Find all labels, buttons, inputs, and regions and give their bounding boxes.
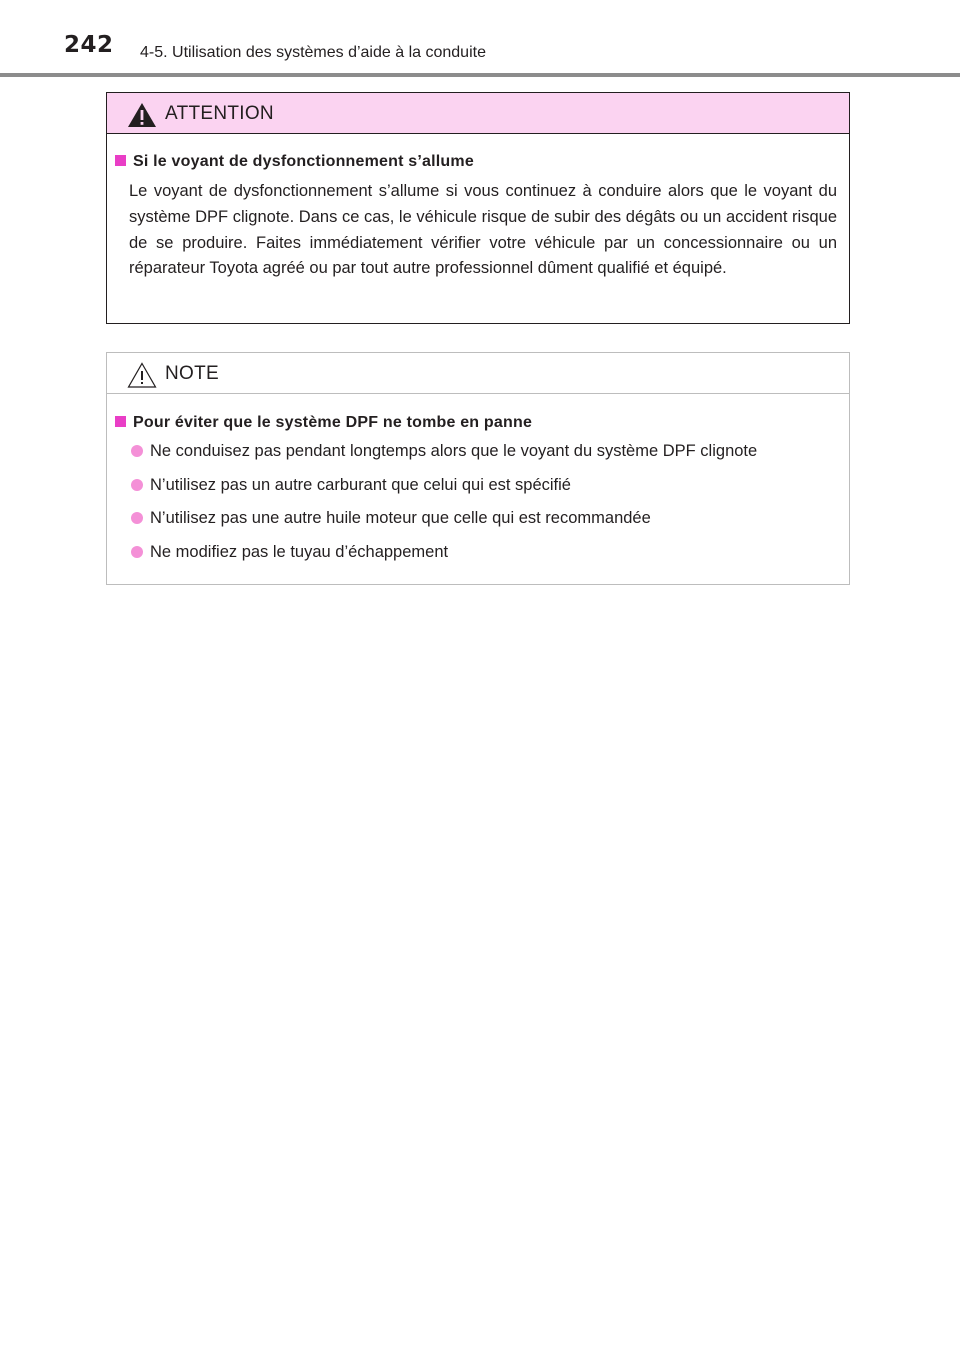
section-title: 4-5. Utilisation des systèmes d’aide à la conduite (140, 44, 486, 61)
list-item: N’utilisez pas une autre huile moteur que celle qui est recommandée (131, 508, 757, 542)
square-bullet-icon (115, 155, 126, 166)
circle-bullet-icon (131, 445, 143, 457)
circle-bullet-icon (131, 512, 143, 524)
list-item: N’utilisez pas un autre carburant que celui qui est spécifié (131, 475, 757, 509)
circle-bullet-icon (131, 479, 143, 491)
page-number: 242 (64, 32, 114, 58)
note-bullet-list (131, 441, 757, 575)
note-subheading (115, 414, 532, 432)
note-subheading-text: Pour éviter que le système DPF ne tombe en panne (133, 414, 533, 431)
attention-header (107, 93, 849, 134)
note-header (107, 353, 849, 394)
list-item: Ne modifiez pas le tuyau d’échappement (131, 542, 757, 576)
attention-box (106, 92, 850, 324)
attention-title: ATTENTION (165, 103, 274, 124)
attention-paragraph: Le voyant de dysfonctionnement s’allume si vous continuez à conduire alors que le voyant du système DPF clignote. Dans ce cas, le véhicule risque de subir des dégâts ou un accident risque de se produire. Faites immédiatement vérifier votre véhicule par un concessionnaire ou un réparateur Toyota agréé ou par tout autre professionnel dûment qualifié et équipé. (129, 182, 837, 278)
warning-triangle-outline-icon (127, 362, 157, 388)
square-bullet-icon (115, 416, 126, 427)
attention-subheading-text: Si le voyant de dysfonctionnement s’allume (133, 153, 474, 170)
attention-subheading (115, 153, 474, 171)
note-box (106, 352, 850, 585)
header-rule (0, 73, 960, 77)
circle-bullet-icon (131, 546, 143, 558)
list-item: Ne conduisez pas pendant longtemps alors que le voyant du système DPF clignote (131, 441, 757, 475)
note-title: NOTE (165, 363, 219, 384)
warning-triangle-filled-icon (127, 102, 157, 128)
